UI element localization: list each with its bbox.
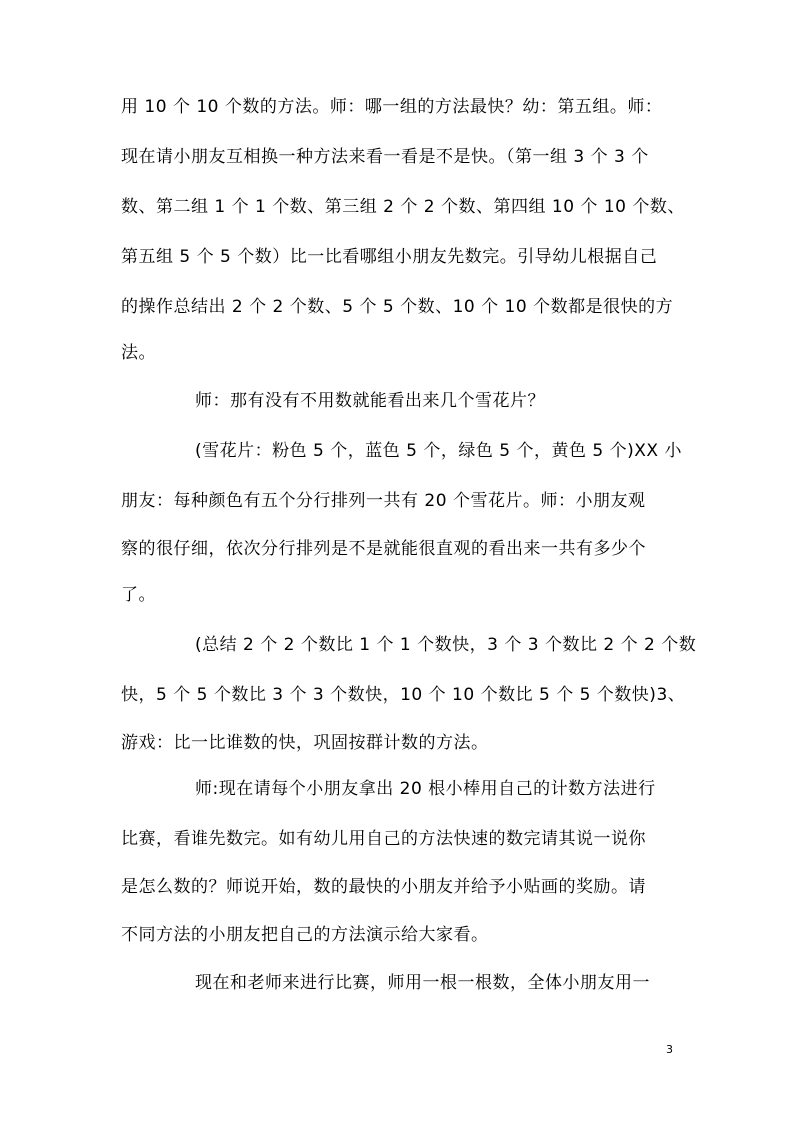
text-line: 现在和老师来进行比赛，师用一根一根数，全体小朋友用一 <box>195 973 650 993</box>
text-line: 不同方法的小朋友把自己的方法演示给大家看。 <box>121 925 489 945</box>
text-line: 快，5 个 5 个数比 3 个 3 个数快，10 个 10 个数比 5 个 5 个数快)3、 <box>121 685 686 705</box>
text-line: 第五组 5 个 5 个数）比一比看哪组小朋友先数完。引导幼儿根据自己 <box>121 247 658 267</box>
text-line: 是怎么数的？师说开始，数的最快的小朋友并给予小贴画的奖励。请 <box>121 877 646 897</box>
text-line: 师：那有没有不用数就能看出来几个雪花片？ <box>195 391 545 411</box>
text-line: 朋友：每种颜色有五个分行排列一共有 20 个雪花片。师：小朋友观 <box>121 491 646 511</box>
page-number: 3 <box>666 1043 673 1056</box>
text-line: 现在请小朋友互相换一种方法来看一看是不是快。（第一组 3 个 3 个 <box>121 147 649 167</box>
text-line: 的操作总结出 2 个 2 个数、5 个 5 个数、10 个 10 个数都是很快的方 <box>121 297 674 317</box>
text-line: (雪花片：粉色 5 个，蓝色 5 个，绿色 5 个，黄色 5 个)XX 小 <box>195 441 682 461</box>
text-line: 师:现在请每个小朋友拿出 20 根小棒用自己的计数方法进行 <box>195 779 656 799</box>
text-line: 用 10 个 10 个数的方法。师：哪一组的方法最快？幼：第五组。师： <box>121 97 663 117</box>
text-line: 察的很仔细，依次分行排列是不是就能很直观的看出来一共有多少个 <box>121 539 646 559</box>
text-line: 了。 <box>121 585 156 605</box>
text-line: 数、第二组 1 个 1 个数、第三组 2 个 2 个数、第四组 10 个 10 个数、 <box>121 197 685 217</box>
text-line: 法。 <box>121 343 156 363</box>
text-line: 游戏：比一比谁数的快，巩固按群计数的方法。 <box>121 733 489 753</box>
text-line: (总结 2 个 2 个数比 1 个 1 个数快，3 个 3 个数比 2 个 2 个数 <box>195 635 697 655</box>
text-line: 比赛，看谁先数完。如有幼儿用自己的方法快速的数完请其说一说你 <box>121 829 646 849</box>
